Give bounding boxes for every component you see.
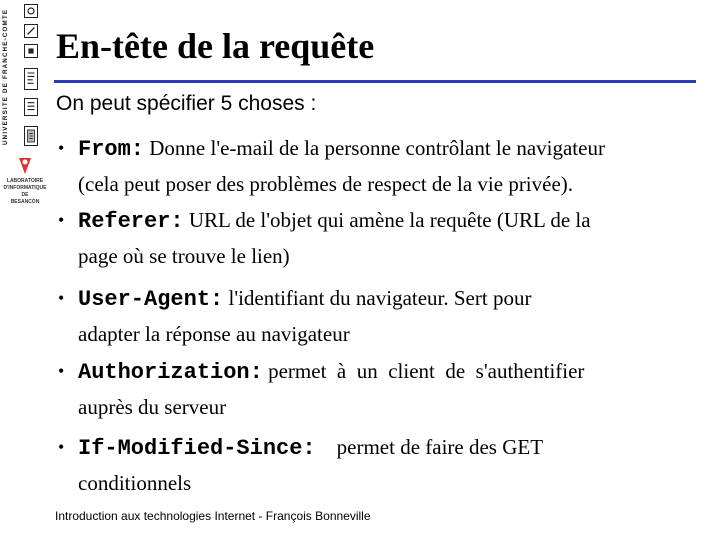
bullet: • (58, 288, 65, 308)
sidebar (0, 0, 48, 220)
stop-icon (24, 44, 38, 58)
header-description: URL de l'objet qui amène la requête (URL de la (183, 208, 591, 232)
intro-text: On peut spécifier 5 choses : (56, 92, 317, 115)
item-line (78, 280, 531, 318)
lab-line: BESANCON (10, 199, 40, 205)
header-description: permet de faire des GET (315, 435, 544, 459)
item-line (78, 429, 543, 467)
university-vertical-text: UNIVERSITE DE FRANCHE-COMTE (2, 8, 9, 146)
lab-logo (2, 156, 48, 214)
lab-logo-text (2, 178, 48, 206)
bullet: • (58, 361, 65, 381)
item-continuation: (cela peut poser des problèmes de respect de la vie privée). (78, 172, 574, 196)
header-description: l'identifiant du navigateur. Sert pour (223, 286, 532, 310)
lab-logo-icon (18, 156, 32, 176)
title-underline (54, 80, 696, 83)
item-continuation: auprès du serveur (78, 395, 227, 419)
lab-line: LABORATOIRE (6, 178, 44, 184)
list-icon (24, 98, 38, 116)
header-description: permet à un client de s'authentifier (262, 359, 585, 383)
home-icon (24, 4, 38, 18)
item-line (78, 353, 584, 391)
item-line (78, 202, 591, 240)
slide-title: En-tête de la requête (56, 26, 375, 66)
document-icon (24, 68, 38, 90)
lab-line: D'INFORMATIQUE (3, 185, 47, 191)
item-line (78, 130, 605, 168)
header-key: Referer: (78, 209, 184, 234)
item-continuation: adapter la réponse au navigateur (78, 322, 350, 346)
edit-icon (24, 24, 38, 38)
header-key: User-Agent: (78, 287, 224, 312)
header-key: From: (78, 137, 145, 162)
footer-text: Introduction aux technologies Internet - François Bonneville (55, 509, 371, 523)
header-key: Authorization: (78, 360, 263, 385)
lab-line: DE (21, 192, 29, 198)
bullet: • (58, 437, 65, 457)
book-icon (24, 126, 38, 146)
header-key: If-Modified-Since: (78, 436, 316, 461)
item-continuation: page où se trouve le lien) (78, 244, 290, 268)
header-description: Donne l'e-mail de la personne contrôlant le navigateur (144, 136, 605, 160)
bullet: • (58, 138, 65, 158)
item-continuation: conditionnels (78, 471, 192, 495)
bullet: • (58, 210, 65, 230)
